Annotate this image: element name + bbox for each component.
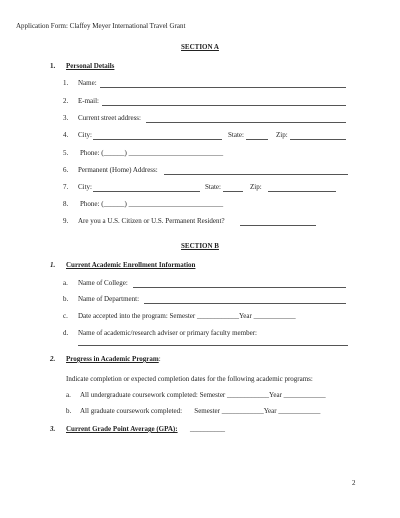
section-b-part2-heading-colon: : — [158, 355, 161, 363]
grad-completion-label[interactable]: All graduate coursework completed: Semester ____________Year ____________ — [80, 407, 321, 415]
state-field-line[interactable] — [246, 139, 268, 140]
item-number: 6. — [63, 166, 69, 174]
item-letter: b. — [66, 407, 72, 415]
section-b-part2-number: 2. — [50, 355, 56, 363]
item-number: 8. — [63, 200, 69, 208]
zip-field-line[interactable] — [268, 191, 336, 192]
section-b-part3-heading: Current Grade Point Average (GPA): — [66, 425, 178, 433]
item-letter: c. — [63, 312, 68, 320]
adviser-label: Name of academic/research adviser or primary faculty member: — [78, 329, 257, 337]
city-label: City: — [78, 131, 93, 139]
permanent-address-label: Permanent (Home) Address: — [78, 166, 158, 174]
section-a-title: SECTION A — [181, 43, 219, 51]
page-number: 2 — [352, 479, 356, 487]
current-address-label: Current street address: — [78, 114, 141, 122]
page-header-title: Application Form: Claffey Meyer International Travel Grant — [16, 22, 186, 30]
item-letter: a. — [63, 279, 68, 287]
item-number: 3. — [63, 114, 69, 122]
email-label: E-mail: — [78, 97, 99, 105]
section-b-title: SECTION B — [181, 242, 219, 250]
name-label: Name: — [78, 79, 97, 87]
item-number: 4. — [63, 131, 69, 139]
section-b-part2-instruction: Indicate completion or expected completion dates for the following academic programs: — [66, 375, 313, 383]
email-field-line[interactable] — [102, 105, 346, 106]
state-label: State: — [205, 183, 221, 191]
citizenship-field-line[interactable] — [240, 225, 316, 226]
item-number: 7. — [63, 183, 69, 191]
item-letter: d. — [63, 329, 69, 337]
zip-label: Zip: — [250, 183, 262, 191]
current-address-field-line[interactable] — [146, 122, 346, 123]
phone-label[interactable]: Phone: (______) ___________________________ — [80, 200, 224, 208]
name-field-line[interactable] — [100, 87, 346, 88]
department-label: Name of Department: — [78, 295, 140, 303]
section-b-part2-heading: Progress in Academic Program — [66, 355, 159, 363]
city-field-line[interactable] — [93, 139, 222, 140]
section-b-part1-number: 1. — [50, 261, 56, 269]
permanent-address-field-line[interactable] — [164, 174, 348, 175]
item-number: 2. — [63, 97, 69, 105]
state-field-line[interactable] — [223, 191, 243, 192]
college-label: Name of College: — [78, 279, 128, 287]
undergrad-completion-label[interactable]: All undergraduate coursework completed: Semester ____________Year ____________ — [80, 391, 326, 399]
section-b-part2-heading-wrap — [66, 356, 161, 363]
section-a-heading: Personal Details — [66, 62, 115, 70]
citizenship-label: Are you a U.S. Citizen or U.S. Permanent Resident? — [78, 217, 225, 225]
state-label: State: — [228, 131, 244, 139]
section-b-part1-heading: Current Academic Enrollment Information — [66, 261, 196, 269]
zip-label: Zip: — [276, 131, 288, 139]
item-number: 9. — [63, 217, 69, 225]
adviser-field-line[interactable] — [78, 345, 348, 346]
city-label: City: — [78, 183, 93, 191]
city-field-line[interactable] — [93, 191, 200, 192]
item-letter: b. — [63, 295, 69, 303]
date-accepted-label[interactable]: Date accepted into the program: Semester ____________Year ____________ — [78, 312, 296, 320]
department-field-line[interactable] — [144, 303, 346, 304]
gpa-field[interactable]: __________ — [190, 425, 225, 433]
phone-label[interactable]: Phone: (______) ___________________________ — [80, 149, 224, 157]
item-number: 5. — [63, 149, 69, 157]
item-letter: a. — [66, 391, 71, 399]
section-b-part3-number: 3. — [50, 425, 56, 433]
zip-field-line[interactable] — [290, 139, 346, 140]
item-number: 1. — [63, 79, 69, 87]
section-a-heading-number: 1. — [50, 62, 56, 70]
college-field-line[interactable] — [133, 287, 346, 288]
